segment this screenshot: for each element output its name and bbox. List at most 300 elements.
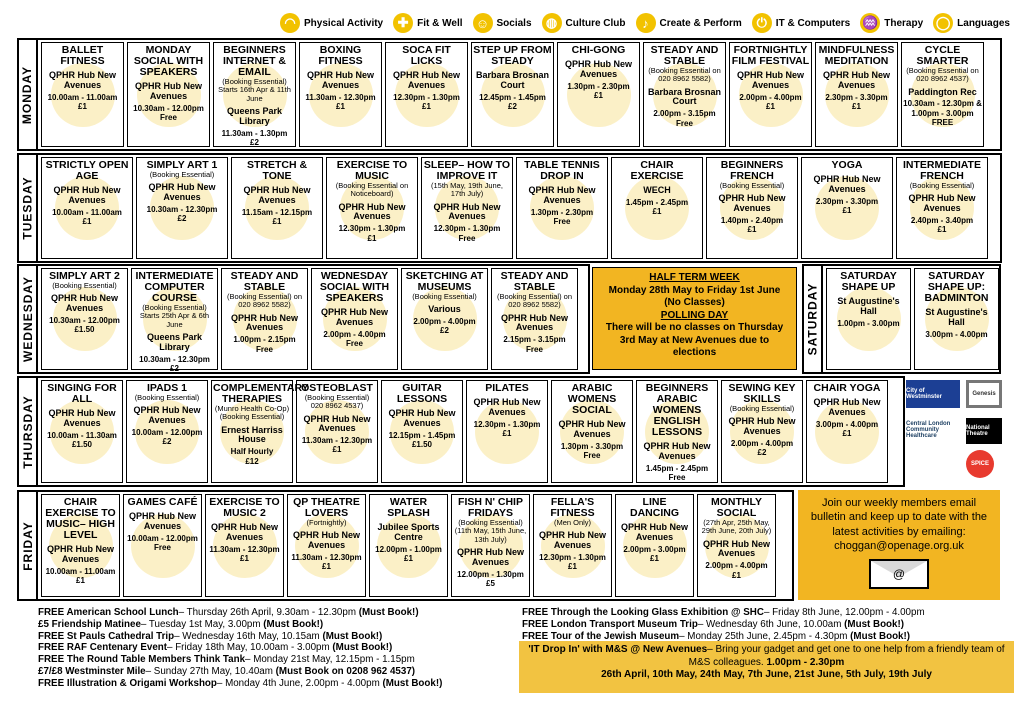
activity-cell[interactable] [231,157,323,259]
activity-time: 11.30am - 12.30pm [301,436,373,446]
activity-cell[interactable] [721,380,803,483]
activity-price: £1 [732,570,741,580]
legend-label: Physical Activity [304,17,384,29]
genesis-logo: Genesis [966,380,1002,408]
activity-venue: QPHR Hub New Avenues [538,530,606,551]
activity-venue: QPHR Hub New Avenues [134,81,202,101]
legend-item [393,13,462,33]
activity-time: 2.00pm - 3.00pm [623,544,686,554]
activity-venue: QPHR Hub New Avenues [702,538,770,559]
activity-time: 2.30pm - 3.30pm [815,196,879,206]
activity-venue: St Augustine's Hall [925,307,988,327]
activity-venue: QPHR Hub New Avenues [48,408,116,428]
activity-venue: Various [428,304,461,315]
activity-title: FISH N' CHIP FRIDAYS [458,496,523,520]
activity-note: (Booking Essential) on 020 8962 5582) [226,292,303,310]
activity-venue: QPHR Hub New Avenues [528,185,596,205]
activity-price: £1 [272,217,282,226]
activity-time: 11.30am - 12.30pm [209,544,280,554]
activity-price: £1 [332,445,342,455]
activity-title: EXERCISE TO MUSIC [336,159,408,183]
activity-cell[interactable] [213,42,296,147]
legend-label: IT & Computers [775,17,851,29]
activity-time: 10.30am - 12.00pm [49,316,120,326]
activity-cell[interactable] [41,268,128,370]
activity-price: £1 [652,207,662,217]
day-cells [38,155,1000,261]
legend-label: Culture Club [565,17,626,29]
activity-venue: QPHR Hub New Avenues [718,193,786,214]
activity-cell[interactable] [123,494,202,597]
activity-cell[interactable] [471,42,554,147]
activity-venue: QPHR Hub New Avenues [46,544,114,564]
activity-title: BEGINNERS FRENCH [720,159,784,183]
activity-title: OSTEOBLAST [301,382,373,394]
activity-cell[interactable] [381,380,463,483]
wednesday-row [17,264,590,374]
day-label-text: THURSDAY [20,394,35,469]
activity-cell[interactable] [901,42,984,147]
event-detail: – Wednesday 6th June, 10.00am [697,618,842,630]
day-label [19,266,38,372]
activity-price: £1 [842,428,852,438]
event-booking: (Must Book!) [322,630,383,642]
activity-price: FREE [931,117,954,127]
activity-time: 3.00pm - 4.00pm [925,329,988,339]
events-left [38,607,442,689]
activity-time: 2.00pm - 4.00pm [739,92,802,102]
monday-row [17,38,1002,151]
events-right [522,607,925,642]
saturday-cells [823,266,1001,372]
activity-time: 12.30pm - 1.30pm [433,224,501,234]
activity-time: 10.30am - 12.30pm & 1.00pm - 3.00pm [903,99,982,118]
activity-time: 12.30pm - 1.30pm [473,419,541,429]
activity-time: 2.15pm - 3.15pm [503,335,566,345]
day-label-text: FRIDAY [20,520,35,571]
activity-time: 10.00am - 11.00am [45,566,116,576]
activity-note: (Fortnightly) [306,518,347,528]
therapy-icon: ♒ [860,13,880,33]
event-line [522,607,925,619]
activity-price: £1 [240,554,249,563]
activity-note: (Men Only) [553,518,592,528]
activity-title: QP THEATRE LOVERS [293,496,360,520]
event-booking: (Must Book!) [263,618,324,630]
activity-cell[interactable] [491,268,578,370]
day-label-text: WEDNESDAY [20,276,35,362]
activity-title: GAMES CAFÉ [127,496,198,508]
event-detail: – Sunday 27th May, 10.40am [145,665,273,677]
activity-venue: Barbara Brosnan Court [647,86,722,107]
polling-day-text: There will be no classes on Thursday 3rd May at New Avenues due to elections [605,322,784,358]
activity-time: 10.30am - 12.30pm [146,205,218,215]
activity-title: STRETCH & TONE [246,159,308,183]
activity-price: £1 [568,562,577,572]
spice-logo: SPICE [966,450,994,478]
activity-title: SIMPLY ART 1 [146,159,218,171]
activity-time: 10.00am - 11.00am [52,207,122,217]
activity-venue: QPHR Hub New Avenues [338,201,406,222]
activity-title: GUITAR LESSONS [396,382,448,406]
activity-cell[interactable] [41,42,124,147]
activity-note: (Booking Essential) [729,404,795,414]
activity-venue: QPHR Hub New Avenues [210,522,278,542]
half-term-notice [592,267,797,370]
day-cells [38,40,1000,149]
activity-title: STRICTLY OPEN AGE [45,159,129,183]
envelope-icon: @ [869,559,929,589]
activity-cell[interactable] [401,268,488,370]
activity-title: LINE DANCING [630,496,679,520]
event-detail: – Tuesday 1st May, 3.00pm [140,618,261,630]
activity-cell[interactable] [826,268,911,370]
activity-legend [280,4,1019,42]
day-cells [38,266,588,372]
activity-time: 1.30pm - 3.30pm [560,441,624,451]
tuesday-row [17,153,1002,263]
drop-in-time: 1.00pm - 2.30pm [766,656,845,668]
legend-item [473,13,532,33]
activity-time: 10.00am - 11.00am [47,92,118,102]
activity-venue: QPHR Hub New Avenues [500,312,568,333]
activity-cell[interactable] [557,42,640,147]
activity-cell[interactable] [815,42,898,147]
activity-cell[interactable] [466,380,548,483]
activity-cell[interactable] [706,157,798,259]
activity-time: 12.00pm - 1.00pm [375,544,442,554]
activity-price: £1.50 [71,440,93,449]
clch-logo: Central London Community Healthcare [906,416,960,444]
legend-label: Fit & Well [417,17,463,29]
event-line [38,619,442,631]
legend-item [280,13,383,33]
activity-venue: QPHR Hub New Avenues [822,70,890,90]
legend-label: Languages [957,17,1010,29]
activity-cell[interactable] [205,494,284,597]
activity-cell[interactable] [326,157,418,259]
event-line [38,631,442,643]
activity-price: £2 [757,448,767,458]
activity-cell[interactable] [369,494,448,597]
westminster-logo: City of Westminster [906,380,960,408]
saturday-row [802,264,1001,374]
socials-icon: ☺ [473,13,493,33]
activity-cell[interactable] [551,380,633,483]
activity-price: £12 [245,456,259,466]
activity-cell[interactable] [41,494,120,597]
culture-club-icon: ◍ [542,13,562,33]
activity-cell[interactable] [311,268,398,370]
activity-cell[interactable] [697,494,776,597]
activity-venue: QPHR Hub New Avenues [133,405,201,426]
activity-title: STEADY AND STABLE [500,270,569,294]
activity-price: £2 [508,102,517,111]
activity-venue: WECH [643,185,671,196]
activity-price: £2 [250,137,259,147]
activity-time: 1.00pm - 2.15pm [233,335,296,345]
activity-price: £1 [502,428,512,438]
activity-time: 1.45pm - 2.45pm [645,463,709,473]
activity-title: SATURDAY SHAPE UP [840,270,897,294]
activity-cell[interactable] [516,157,608,259]
polling-day-title: POLLING DAY [660,309,729,321]
day-cells [38,492,792,599]
activity-price: £1 [842,205,852,215]
activity-title: SINGING FOR ALL [47,382,117,406]
activity-price: £1 [76,576,85,586]
activity-cell[interactable] [615,494,694,597]
activity-price: £2 [170,363,179,373]
event-detail: – Monday 25th June, 2.45pm - 4.30pm [679,630,848,642]
activity-note: (Booking Essential on 020 8962 4537) [906,66,979,84]
event-detail: – Friday 8th June, 12.00pm - 4.00pm [763,607,925,618]
activity-note: (Booking Essential) [909,181,975,191]
activity-title: COMPLEMENTARY THERAPIES [213,382,309,406]
activity-cell[interactable] [806,380,888,483]
activity-title: TABLE TENNIS DROP IN [524,159,600,183]
activity-venue: QPHR Hub New Avenues [433,201,501,222]
activity-title: WATER SPLASH [387,496,430,520]
activity-title: CHAIR EXERCISE TO MUSIC– HIGH LEVEL [45,496,116,542]
activity-time: 12.45pm - 1.45pm [479,92,546,102]
event-name: £7/£8 Westminster Mile [38,665,146,677]
activity-time: 1.40pm - 2.40pm [720,216,784,226]
activity-venue: QPHR Hub New Avenues [50,293,118,314]
legend-item [933,13,1010,33]
activity-note: (Booking Essential) [719,181,785,191]
activity-note: (Booking Essential) [52,281,117,291]
activity-note: (27th Apr, 25th May, 29th June, 20th July) [701,518,772,536]
activity-cell[interactable] [287,494,366,597]
activity-venue: QPHR Hub New Avenues [473,397,541,417]
event-line [38,654,442,666]
drop-in-title: 'IT Drop In' with M&S @ New Avenues [528,644,708,655]
activity-price: £1 [404,554,413,563]
activity-price: Free [668,473,686,483]
activity-time: 12.15pm - 1.45pm [388,430,456,440]
activity-time: 12.30pm - 1.30pm [539,553,606,563]
event-booking: (Must Book!) [850,630,911,642]
activity-time: 10.00am - 11.30am [47,430,117,440]
activity-time: 3.00pm - 4.00pm [815,419,879,429]
activity-title: MONTHLY SOCIAL [711,496,762,520]
activity-cell[interactable] [127,42,210,147]
event-detail: – Monday 21st May, 12.15pm - 1.15pm [245,654,415,665]
event-detail: – Thursday 26th April, 9.30am - 12.30pm [178,607,356,618]
day-label: SATURDAY [804,266,823,372]
legend-item [860,13,923,33]
event-name: £5 Friendship Matinee [38,618,141,630]
day-label [19,378,38,485]
activity-time: 10.30am - 12.00pm [133,103,204,113]
sponsor-logos [906,378,1006,486]
day-label [19,155,38,261]
event-booking: (Must Book!) [382,677,443,689]
physical-activity-icon: ◠ [280,13,300,33]
activity-time: Half Hourly [230,447,274,457]
day-label [19,40,38,149]
it-drop-in-box [519,641,1014,693]
activity-cell[interactable] [643,42,726,147]
legend-label: Socials [496,17,532,29]
activity-price: £1.50 [74,325,95,335]
activity-price: £1 [594,90,603,100]
activity-cell[interactable] [221,268,308,370]
national-theatre-logo: National Theatre [966,418,1002,444]
activity-venue: QPHR Hub New Avenues [303,413,371,434]
email-bulletin-box [798,490,1000,600]
activity-cell[interactable] [729,42,812,147]
activity-venue: QPHR Hub New Avenues [128,511,196,531]
activity-title: FORTNIGHTLY FILM FESTIVAL [731,44,810,68]
activity-time: 1.45pm - 2.45pm [625,197,689,207]
event-detail: – Friday 18th May, 10.00am - 3.00pm [167,642,330,654]
drop-in-text: – Bring your gadget and get one to one help from a friendly team of M&S colleagues. [688,644,1005,668]
languages-icon: ◯ [933,13,953,33]
half-term-note: (No Classes) [664,297,725,308]
activity-venue: QPHR Hub New Avenues [908,193,976,214]
activity-cell[interactable] [299,42,382,147]
activity-price: Free [256,344,273,354]
activity-title: SOCA FIT LICKS [402,44,451,68]
activity-cell[interactable] [126,380,208,483]
activity-venue: QPHR Hub New Avenues [813,397,881,417]
activity-cell[interactable] [801,157,893,259]
half-term-title: HALF TERM WEEK [649,272,740,283]
activity-time: 11.30am - 1.30pm [221,128,288,138]
activity-venue: QPHR Hub New Avenues [643,441,711,461]
activity-title: STEP UP FROM STEADY [473,44,552,68]
activity-venue: QPHR Hub New Avenues [456,546,524,567]
activity-time: 11.30am - 12.30pm [291,553,362,563]
activity-time: 1.30pm - 2.30pm [530,207,594,217]
activity-venue: QPHR Hub New Avenues [292,530,360,551]
activity-venue: Paddington Rec [908,86,977,97]
activity-title: SKETCHING AT MUSEUMS [405,270,484,294]
event-name: FREE American School Lunch [38,607,179,618]
event-line [38,607,442,619]
activity-price: £1 [852,102,861,111]
activity-title: BEGINNERS ARABIC WOMENS ENGLISH LESSONS [645,382,709,439]
activity-time: 2.30pm - 3.30pm [825,92,888,102]
event-line [38,678,442,690]
legend-item [636,13,742,33]
activity-title: CYCLE SMARTER [916,44,969,68]
activity-price: £1 [82,217,92,226]
activity-venue: QPHR Hub New Avenues [243,185,311,205]
activity-time: 12.00pm - 1.30pm [457,569,524,579]
activity-cell[interactable] [636,380,718,483]
create-perform-icon: ♪ [636,13,656,33]
activity-venue: QPHR Hub New Avenues [320,307,388,327]
activity-title: SLEEP– HOW TO IMPROVE IT [423,159,511,183]
event-name: FREE Through the Looking Glass Exhibition @ SHC [522,607,764,618]
activity-time: 10.00am - 12.00pm [127,533,198,543]
activity-cell[interactable] [211,380,309,483]
activity-venue: QPHR Hub New Avenues [53,185,121,205]
activity-cell[interactable] [131,268,218,373]
activity-time: 12.30pm - 1.30pm [338,224,406,234]
bulletin-email[interactable]: choggan@openage.org.uk [834,539,964,552]
activity-venue: Queens Park Library [146,331,203,352]
event-name: FREE Illustration & Origami Workshop [38,677,217,689]
fit-well-icon: ✚ [393,13,413,33]
legend-label: Therapy [884,17,924,29]
activity-title: MONDAY SOCIAL WITH SPEAKERS [133,44,204,79]
activity-cell[interactable] [296,380,378,483]
activity-price: Free [458,233,476,243]
activity-venue: St Augustine's Hall [837,296,900,316]
event-line [522,619,925,631]
activity-cell[interactable] [41,157,133,259]
activity-cell[interactable] [41,380,123,483]
activity-venue: QPHR Hub New Avenues [48,70,116,90]
activity-price: £1 [322,562,331,572]
activity-venue: QPHR Hub New Avenues [813,174,881,194]
activity-note: (Booking Essential on Noticeboard) [335,181,409,199]
event-line [38,642,442,654]
activity-price: Free [583,451,601,461]
activity-price: Free [676,118,693,128]
activity-cell[interactable] [533,494,612,597]
activity-time: 11.15am - 12.15pm [241,207,313,217]
activity-venue: QPHR Hub New Avenues [148,182,216,203]
event-line [38,666,442,678]
activity-cell[interactable] [914,268,999,370]
thursday-row [17,376,905,487]
activity-price: Free [346,339,363,349]
activity-note: (Booking Essential) Starts 25th Apr & 6th June [139,303,210,329]
activity-time: 2.00pm - 4.00pm [413,317,476,327]
activity-title: STEADY AND STABLE [230,270,299,294]
event-name: FREE Tour of the Jewish Museum [522,630,680,642]
activity-venue: QPHR Hub New Avenues [736,70,804,90]
half-term-dates: Monday 28th May to Friday 1st June [608,284,781,296]
activity-cell[interactable] [136,157,228,259]
activity-cell[interactable] [451,494,530,597]
activity-cell[interactable] [385,42,468,147]
activity-venue: QPHR Hub New Avenues [388,408,456,428]
event-name: FREE The Round Table Members Think Tank [38,654,246,665]
activity-title: EXERCISE TO MUSIC 2 [209,496,280,520]
activity-venue: QPHR Hub New Avenues [728,416,796,437]
activity-cell[interactable] [421,157,513,259]
event-booking: (Must Book!) [358,607,419,618]
activity-time: 2.00pm - 4.00pm [705,561,768,571]
day-label-text: MONDAY [20,65,35,124]
legend-item [752,13,850,33]
day-cells [38,378,903,485]
legend-item [542,13,626,33]
event-name: FREE London Transport Museum Trip [522,618,698,630]
it-computers-icon: ⏻ [752,13,772,33]
activity-title: BALLET FITNESS [60,44,105,68]
activity-cell[interactable] [896,157,988,259]
activity-note: (Booking Essential) on 020 8962 5582) [496,292,573,310]
day-label-text: TUESDAY [20,176,35,240]
activity-venue: QPHR Hub New Avenues [564,59,632,79]
activity-cell[interactable] [611,157,703,259]
activity-title: BOXING FITNESS [318,44,363,68]
activity-time: 2.40pm - 3.40pm [910,216,974,226]
activity-title: WEDNESDAY SOCIAL WITH SPEAKERS [319,270,390,305]
activity-venue: QPHR Hub New Avenues [620,522,688,542]
activity-price: £2 [177,214,187,224]
activity-time: 10.00am - 12.00pm [131,428,203,438]
activity-note: (Booking Essential) (11th May, 15th June, 13th July) [454,518,527,544]
activity-time: 1.30pm - 2.30pm [567,81,630,91]
